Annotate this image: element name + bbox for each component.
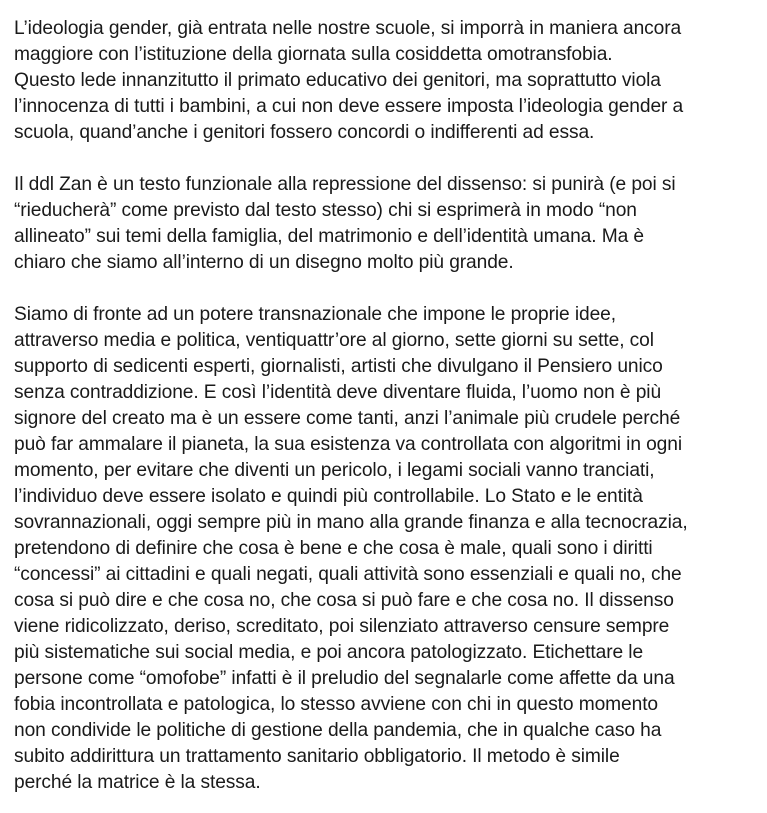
text-line: momento, per evitare che diventi un pericolo, i legami sociali vanno tranciati, xyxy=(14,460,655,481)
text-line: signore del creato ma è un essere come tanti, anzi l’animale più crudele perché xyxy=(14,408,681,429)
text-line: subito addirittura un trattamento sanitario obbligatorio. Il metodo è simile xyxy=(14,746,620,767)
text-line: senza contraddizione. E così l’identità deve diventare fluida, l’uomo non è più xyxy=(14,382,662,403)
paragraph-1 xyxy=(14,16,755,146)
text-line: Siamo di fronte ad un potere transnazionale che impone le proprie idee, xyxy=(14,304,616,325)
text-line: perché la matrice è la stessa. xyxy=(14,772,261,793)
text-line: l’individuo deve essere isolato e quindi più controllabile. Lo Stato e le entità xyxy=(14,486,643,507)
text-line: viene ridicolizzato, deriso, screditato, poi silenziato attraverso censure sempre xyxy=(14,616,670,637)
text-line: persone come “omofobe” infatti è il preludio del segnalarle come affette da una xyxy=(14,668,675,689)
text-line: supporto di sedicenti esperti, giornalisti, artisti che divulgano il Pensiero unico xyxy=(14,356,663,377)
text-line: fobia incontrollata e patologica, lo stesso avviene con chi in questo momento xyxy=(14,694,659,715)
text-line: scuola, quand’anche i genitori fossero concordi o indifferenti ad essa. xyxy=(14,122,595,143)
paragraph-3 xyxy=(14,302,755,796)
text-line: L’ideologia gender, già entrata nelle nostre scuole, si imporrà in maniera ancora xyxy=(14,18,682,39)
text-line: Il ddl Zan è un testo funzionale alla repressione del dissenso: si punirà (e poi si xyxy=(14,174,676,195)
text-line: Questo lede innanzitutto il primato educativo dei genitori, ma soprattutto viola xyxy=(14,70,661,91)
text-line: chiaro che siamo all’interno di un disegno molto più grande. xyxy=(14,252,514,273)
text-line: sovrannazionali, oggi sempre più in mano alla grande finanza e alla tecnocrazia, xyxy=(14,512,688,533)
text-line: “rieducherà” come previsto dal testo stesso) chi si esprimerà in modo “non xyxy=(14,200,637,221)
text-line: attraverso media e politica, ventiquattr’ore al giorno, sette giorni su sette, col xyxy=(14,330,654,351)
text-line: può far ammalare il pianeta, la sua esistenza va controllata con algoritmi in ogni xyxy=(14,434,682,455)
text-line: maggiore con l’istituzione della giornata sulla cosiddetta omotransfobia. xyxy=(14,44,613,65)
paragraph-2 xyxy=(14,172,755,276)
text-line: l’innocenza di tutti i bambini, a cui non deve essere imposta l’ideologia gender a xyxy=(14,96,684,117)
text-line: non condivide le politiche di gestione della pandemia, che in qualche caso ha xyxy=(14,720,662,741)
text-line: allineato” sui temi della famiglia, del matrimonio e dell’identità umana. Ma è xyxy=(14,226,644,247)
text-line: più sistematiche sui social media, e poi ancora patologizzato. Etichettare le xyxy=(14,642,644,663)
text-line: pretendono di definire che cosa è bene e che cosa è male, quali sono i diritti xyxy=(14,538,653,559)
text-line: cosa si può dire e che cosa no, che cosa si può fare e che cosa no. Il dissenso xyxy=(14,590,674,611)
text-line: “concessi” ai cittadini e quali negati, quali attività sono essenziali e quali no, che xyxy=(14,564,682,585)
